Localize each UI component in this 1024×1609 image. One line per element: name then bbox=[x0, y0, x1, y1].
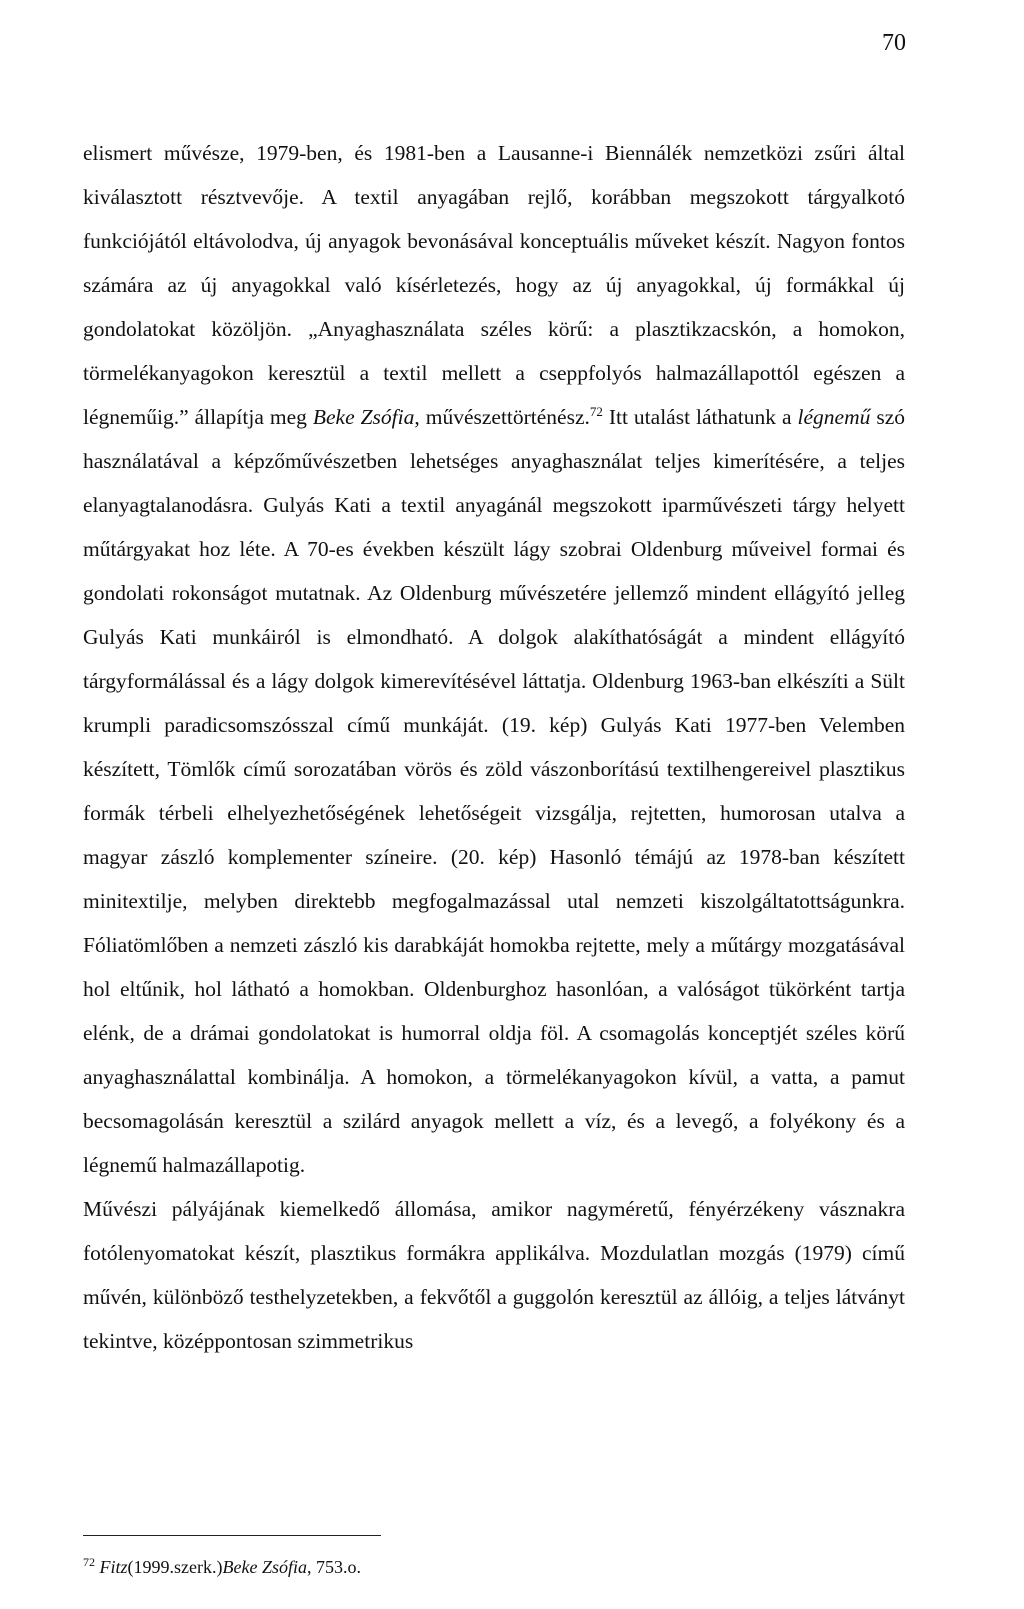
footnote-pages: , 753.o. bbox=[306, 1557, 361, 1577]
paragraph-1 bbox=[83, 131, 905, 1187]
paragraph-1-text-d: szó használatával a képzőművészetben lehetséges anyaghasználat teljes kimerítésére, a teljes elanyagtalanodásra. Gulyás Kati a textil anyagánál megszokott iparművészeti tárgy helyett műtárgyakat hoz léte. A 70-es években készült lágy szobrai Oldenburg műveivel formai és gondolati rokonságot mutatnak. Az Oldenburg művészetére jellemző mindent ellágyító jelleg Gulyás Kati munkáiról is elmondható. A dolgok alakíthatóságát a mindent ellágyító tárgyformálással és a lágy dolgok kimerevítésével láttatja. Oldenburg 1963-ban elkészíti a Sült krumpli paradicsomszósszal című munkáját. (19. kép) Gulyás Kati 1977-ben Velemben készített, Tömlők című sorozatában vörös és zöld vászonborítású textilhengereivel plasztikus formák térbeli elhelyezhetőségének lehetőségeit vizsgálja, rejtetten, humorosan utalva a magyar zászló komplementer színeire. (20. kép) Hasonló témájú az 1978-ban készített minitextilje, melyben direktebb megfogalmazással utal nemzeti kiszolgáltatottságunkra. Fóliatömlőben a nemzeti zászló kis darabkáját homokba rejtette, mely a műtárgy mozgatásával hol eltűnik, hol látható a homokban. Oldenburghoz hasonlóan, a valóságot tükörként tartja elénk, de a drámai gondolatokat is humorral oldja föl. A csomagolás konceptjét széles körű anyaghasználattal kombinálja. A homokon, a törmelékanyagokon kívül, a vatta, a pamut becsomagolásán keresztül a szilárd anyagok mellett a víz, és a levegő, a folyékony és a légnemű halmazállapotig. bbox=[83, 405, 906, 1177]
author-name: Beke Zsófia bbox=[312, 405, 415, 429]
footnote-number: 72 bbox=[83, 1555, 95, 1569]
footnote-title: Beke Zsófia bbox=[222, 1557, 307, 1577]
footnote-source: Fitz bbox=[99, 1557, 128, 1577]
paragraph-2: Művészi pályájának kiemelkedő állomása, amikor nagyméretű, fényérzékeny vásznakra fotólenyomatokat készít, plasztikus formákra applikálva. Mozdulatlan mozgás (1979) című művén, különböző testhelyzetekben, a fekvőtől a guggolón keresztül az állóig, a teljes látványt tekintve, középpontosan szimmetrikus bbox=[83, 1197, 905, 1353]
footnote-reference[interactable]: 72 bbox=[589, 403, 603, 419]
paragraph-1-text-b: , művészettörténész. bbox=[414, 405, 590, 429]
footnote bbox=[83, 1557, 361, 1578]
page-number: 70 bbox=[882, 30, 906, 56]
footnote-separator bbox=[83, 1535, 381, 1536]
body-text bbox=[83, 131, 905, 1363]
footnote-source-detail: (1999.szerk.) bbox=[127, 1557, 223, 1577]
paragraph-1-text-c: Itt utalást láthatunk a bbox=[602, 405, 798, 429]
italic-term: légnemű bbox=[797, 405, 871, 429]
paragraph-1-text-a: elismert művésze, 1979-ben, és 1981-ben a Lausanne-i Biennálék nemzetközi zsűri által kiválasztott résztvevője. A textil anyagában rejlő, korábban megszokott tárgyalkotó funkciójától eltávolodva, új anyagok bevonásával konceptuális műveket készít. Nagyon fontos számára az új anyagokkal való kísérletezés, hogy az új anyagokkal, új formákkal új gondolatokat közöljön. „Anyaghasználata széles körű: a plasztikzacskón, a homokon, törmelékanyagokon keresztül a textil mellett a cseppfolyós halmazállapottól egészen a légneműig.” állapítja meg bbox=[83, 141, 905, 429]
